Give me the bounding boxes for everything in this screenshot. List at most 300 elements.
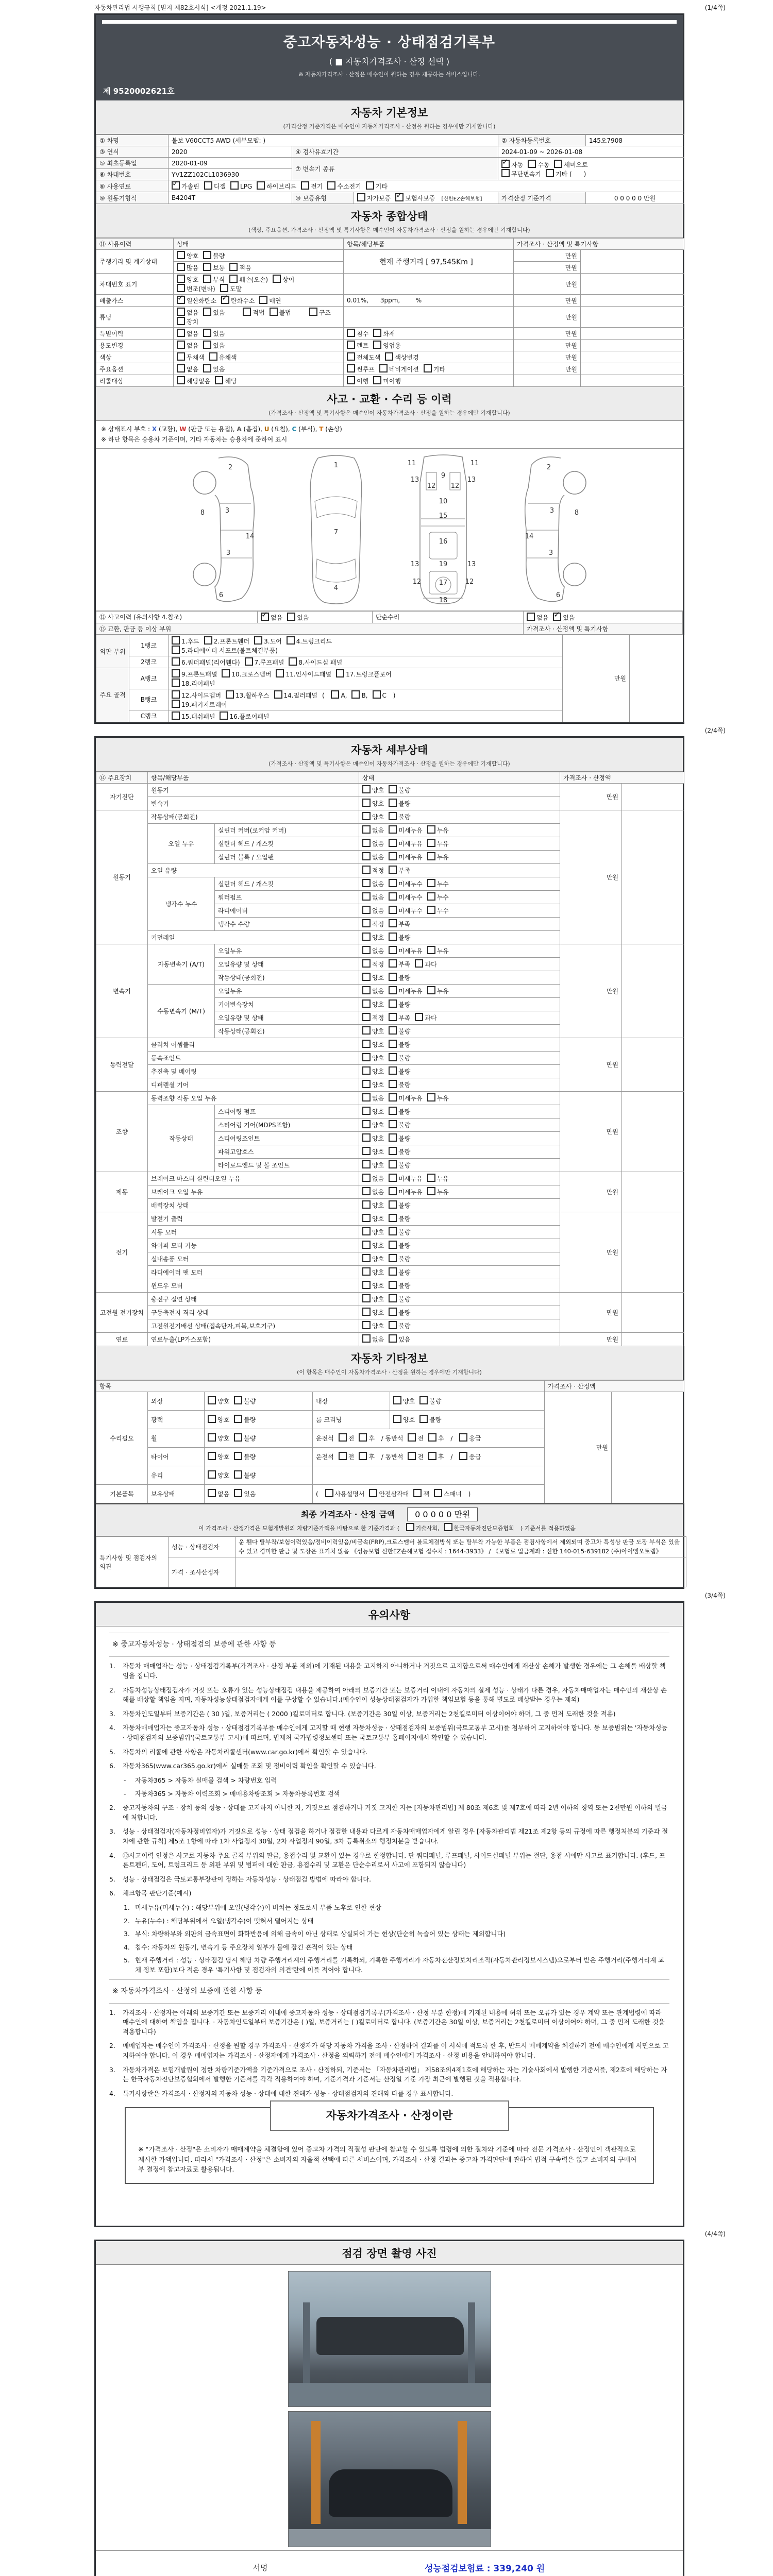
checkbox[interactable]: [204, 181, 212, 190]
checkbox[interactable]: [276, 669, 284, 677]
checkbox-checked[interactable]: [501, 160, 510, 168]
checkbox-option[interactable]: [351, 690, 367, 699]
checkbox[interactable]: [362, 1294, 371, 1302]
checkbox[interactable]: [362, 1241, 371, 1249]
checkbox[interactable]: [419, 1415, 428, 1423]
checkbox[interactable]: [415, 959, 423, 968]
checkbox[interactable]: [336, 669, 344, 677]
checkbox[interactable]: [362, 1174, 371, 1182]
checkbox-option[interactable]: [362, 825, 384, 835]
checkbox-option[interactable]: [362, 1187, 384, 1196]
checkbox-option[interactable]: [204, 636, 249, 646]
checkbox[interactable]: [389, 1120, 397, 1128]
checkbox-option[interactable]: [389, 812, 410, 821]
checkbox[interactable]: [366, 181, 374, 190]
checkbox-option[interactable]: [301, 181, 323, 191]
checkbox[interactable]: [362, 1200, 371, 1209]
checkbox[interactable]: [459, 1452, 467, 1460]
checkbox-option[interactable]: [177, 251, 198, 260]
checkbox[interactable]: [172, 646, 180, 654]
checkbox[interactable]: [362, 1254, 371, 1262]
checkbox-option[interactable]: [362, 1080, 384, 1089]
checkbox-option[interactable]: [389, 959, 410, 969]
checkbox-option[interactable]: [203, 329, 225, 338]
checkbox-option[interactable]: [554, 160, 587, 169]
checkbox-option[interactable]: [309, 308, 331, 317]
checkbox-option[interactable]: [428, 1433, 444, 1443]
checkbox-option[interactable]: [172, 636, 199, 646]
checkbox[interactable]: [327, 181, 335, 190]
checkbox-option[interactable]: [389, 879, 422, 888]
checkbox[interactable]: [177, 329, 185, 337]
checkbox-option[interactable]: [203, 308, 225, 317]
checkbox-option[interactable]: [389, 1013, 410, 1022]
checkbox-option[interactable]: [373, 329, 395, 338]
checkbox-option[interactable]: [389, 999, 410, 1009]
checkbox[interactable]: [362, 1227, 371, 1235]
checkbox-option[interactable]: [408, 1433, 424, 1443]
checkbox[interactable]: [177, 352, 185, 361]
checkbox[interactable]: [177, 263, 185, 271]
checkbox[interactable]: [389, 946, 397, 954]
checkbox-option[interactable]: [389, 1187, 422, 1196]
checkbox-option[interactable]: [362, 1053, 384, 1062]
checkbox-option[interactable]: [389, 866, 410, 875]
checkbox[interactable]: [226, 690, 234, 699]
checkbox-option[interactable]: [427, 879, 449, 888]
checkbox-option[interactable]: [389, 946, 422, 955]
checkbox-option[interactable]: [362, 879, 384, 888]
checkbox-option[interactable]: [234, 1470, 256, 1480]
checkbox-option[interactable]: [459, 1433, 481, 1443]
checkbox-option[interactable]: [362, 799, 384, 808]
checkbox-option[interactable]: [389, 1227, 410, 1236]
checkbox[interactable]: [359, 1452, 367, 1460]
checkbox-option[interactable]: [261, 613, 282, 622]
checkbox-option[interactable]: [362, 1107, 384, 1116]
checkbox[interactable]: [287, 613, 295, 621]
checkbox-option[interactable]: [415, 959, 436, 969]
checkbox-option[interactable]: [362, 1160, 384, 1170]
checkbox-option[interactable]: [243, 308, 264, 317]
checkbox-option[interactable]: [362, 1227, 384, 1236]
checkbox-option[interactable]: [393, 1415, 415, 1424]
checkbox-option[interactable]: [336, 669, 392, 679]
checkbox-option[interactable]: [362, 1321, 384, 1330]
checkbox-option[interactable]: [389, 1321, 410, 1330]
checkbox[interactable]: [389, 1133, 397, 1142]
checkbox-option[interactable]: [172, 690, 221, 700]
checkbox-option[interactable]: [362, 1174, 384, 1183]
checkbox-option[interactable]: [389, 839, 422, 848]
checkbox-option[interactable]: [427, 946, 449, 955]
checkbox[interactable]: [362, 999, 371, 1008]
checkbox-option[interactable]: [389, 1133, 410, 1143]
checkbox[interactable]: [208, 1470, 216, 1479]
checkbox[interactable]: [424, 364, 432, 372]
checkbox[interactable]: [339, 1433, 347, 1442]
checkbox[interactable]: [203, 341, 211, 349]
checkbox-option[interactable]: [434, 1489, 462, 1498]
checkbox-option[interactable]: [172, 669, 217, 679]
checkbox-option[interactable]: [527, 613, 548, 622]
checkbox[interactable]: [389, 919, 397, 927]
checkbox-option[interactable]: [427, 852, 449, 861]
checkbox-option[interactable]: [389, 825, 422, 835]
checkbox[interactable]: [362, 1120, 371, 1128]
checkbox[interactable]: [245, 657, 253, 666]
checkbox-option[interactable]: [362, 1200, 384, 1210]
checkbox-option[interactable]: [177, 308, 198, 317]
checkbox[interactable]: [362, 1107, 371, 1115]
checkbox-option[interactable]: [419, 1415, 441, 1424]
checkbox-option[interactable]: [362, 973, 384, 982]
checkbox-checked[interactable]: [221, 296, 229, 304]
checkbox[interactable]: [389, 1267, 397, 1276]
checkbox-option[interactable]: [259, 296, 281, 305]
checkbox[interactable]: [362, 1267, 371, 1276]
checkbox[interactable]: [389, 812, 397, 820]
checkbox[interactable]: [362, 866, 371, 874]
checkbox-option[interactable]: [389, 1174, 422, 1183]
checkbox-option[interactable]: [222, 669, 271, 679]
checkbox[interactable]: [362, 1214, 371, 1222]
checkbox[interactable]: [362, 1160, 371, 1168]
checkbox[interactable]: [428, 1452, 436, 1460]
checkbox-option[interactable]: [177, 352, 205, 362]
checkbox-option[interactable]: [177, 263, 198, 272]
checkbox-option[interactable]: [459, 1452, 481, 1461]
checkbox-option[interactable]: [339, 1452, 355, 1461]
checkbox-option[interactable]: [413, 1489, 429, 1498]
checkbox-option[interactable]: [389, 1214, 410, 1223]
checkbox[interactable]: [177, 275, 185, 283]
checkbox[interactable]: [389, 866, 397, 874]
checkbox[interactable]: [373, 329, 381, 337]
checkbox[interactable]: [389, 1013, 397, 1021]
checkbox-option[interactable]: [362, 1040, 384, 1049]
checkbox-option[interactable]: [362, 1026, 384, 1036]
checkbox-option[interactable]: [208, 1489, 229, 1498]
checkbox[interactable]: [389, 1066, 397, 1075]
checkbox[interactable]: [389, 1308, 397, 1316]
checkbox[interactable]: [362, 1147, 371, 1155]
checkbox-option[interactable]: [177, 364, 198, 374]
checkbox[interactable]: [222, 669, 230, 677]
checkbox-option[interactable]: [220, 711, 269, 721]
checkbox-option[interactable]: [208, 1470, 229, 1480]
checkbox[interactable]: [427, 946, 435, 954]
checkbox[interactable]: [177, 376, 185, 384]
checkbox[interactable]: [172, 679, 180, 687]
checkbox-option[interactable]: [208, 1396, 229, 1405]
checkbox-option[interactable]: [362, 1120, 384, 1129]
checkbox[interactable]: [220, 711, 228, 720]
checkbox[interactable]: [415, 1013, 423, 1021]
checkbox-option[interactable]: [389, 1160, 410, 1170]
checkbox-option[interactable]: [362, 986, 384, 995]
checkbox[interactable]: [362, 1093, 371, 1101]
checkbox[interactable]: [427, 986, 435, 994]
checkbox-option[interactable]: [419, 1396, 441, 1405]
checkbox-option[interactable]: [362, 812, 384, 821]
checkbox[interactable]: [215, 376, 223, 384]
checkbox-option[interactable]: [287, 636, 332, 646]
checkbox[interactable]: [528, 160, 536, 168]
checkbox-option[interactable]: [245, 657, 284, 667]
checkbox[interactable]: [209, 352, 217, 361]
checkbox[interactable]: [444, 1523, 452, 1531]
checkbox-option[interactable]: [208, 1415, 229, 1424]
checkbox-option[interactable]: [257, 181, 296, 191]
checkbox[interactable]: [427, 1093, 435, 1101]
checkbox[interactable]: [389, 1214, 397, 1222]
checkbox-option[interactable]: [221, 296, 255, 305]
checkbox[interactable]: [389, 1281, 397, 1289]
checkbox[interactable]: [389, 1053, 397, 1061]
checkbox-option[interactable]: [203, 263, 225, 272]
checkbox-option[interactable]: [327, 181, 361, 191]
checkbox-option[interactable]: [362, 785, 384, 794]
checkbox[interactable]: [389, 1026, 397, 1035]
checkbox[interactable]: [177, 251, 185, 259]
checkbox-option[interactable]: [362, 1308, 384, 1317]
checkbox[interactable]: [546, 169, 554, 177]
checkbox[interactable]: [393, 1396, 401, 1404]
checkbox-option[interactable]: [393, 1396, 415, 1405]
checkbox-option[interactable]: [362, 852, 384, 861]
checkbox[interactable]: [229, 263, 238, 271]
checkbox-checked[interactable]: [172, 181, 180, 190]
checkbox[interactable]: [230, 181, 239, 190]
checkbox[interactable]: [389, 852, 397, 860]
checkbox-option[interactable]: [274, 690, 317, 700]
checkbox[interactable]: [347, 341, 355, 349]
checkbox-option[interactable]: [208, 1433, 229, 1443]
checkbox[interactable]: [273, 275, 281, 283]
checkbox-option[interactable]: [215, 376, 237, 385]
checkbox-option[interactable]: [362, 839, 384, 848]
checkbox[interactable]: [362, 1308, 371, 1316]
checkbox-option[interactable]: [389, 1120, 410, 1129]
checkbox-option[interactable]: [172, 711, 215, 721]
checkbox-option[interactable]: [359, 1433, 375, 1443]
checkbox[interactable]: [362, 986, 371, 994]
checkbox-option[interactable]: [234, 1452, 256, 1461]
checkbox[interactable]: [362, 946, 371, 954]
checkbox[interactable]: [408, 1452, 416, 1460]
checkbox-option[interactable]: [203, 251, 225, 260]
checkbox-option[interactable]: [172, 657, 240, 667]
checkbox[interactable]: [229, 275, 238, 283]
checkbox[interactable]: [177, 317, 185, 325]
checkbox-option[interactable]: [362, 906, 384, 915]
checkbox[interactable]: [234, 1433, 242, 1442]
checkbox[interactable]: [501, 169, 510, 177]
checkbox-option[interactable]: [209, 352, 237, 362]
checkbox[interactable]: [389, 1080, 397, 1088]
checkbox[interactable]: [339, 1452, 347, 1460]
checkbox[interactable]: [331, 690, 339, 699]
checkbox[interactable]: [389, 1174, 397, 1182]
checkbox[interactable]: [389, 1254, 397, 1262]
checkbox[interactable]: [172, 669, 180, 677]
checkbox-option[interactable]: [208, 1452, 229, 1461]
checkbox-option[interactable]: [389, 1053, 410, 1062]
checkbox[interactable]: [389, 839, 397, 847]
checkbox-option[interactable]: [427, 1174, 449, 1183]
checkbox[interactable]: [357, 193, 365, 201]
checkbox[interactable]: [362, 812, 371, 820]
checkbox[interactable]: [234, 1396, 242, 1404]
checkbox-option[interactable]: [389, 1080, 410, 1089]
checkbox[interactable]: [362, 959, 371, 968]
checkbox[interactable]: [172, 636, 180, 645]
checkbox[interactable]: [325, 1489, 333, 1497]
checkbox[interactable]: [389, 1093, 397, 1101]
checkbox[interactable]: [203, 251, 211, 259]
checkbox[interactable]: [347, 364, 355, 372]
checkbox-option[interactable]: [389, 973, 410, 982]
checkbox-checked[interactable]: [261, 613, 269, 621]
checkbox-option[interactable]: [203, 341, 225, 350]
checkbox[interactable]: [208, 1396, 216, 1404]
checkbox-option[interactable]: [362, 1241, 384, 1250]
checkbox-option[interactable]: [389, 1308, 410, 1317]
checkbox-option[interactable]: [177, 296, 216, 305]
checkbox-option[interactable]: [347, 352, 380, 362]
checkbox-option[interactable]: [389, 852, 422, 861]
checkbox-option[interactable]: [347, 341, 368, 350]
checkbox[interactable]: [389, 986, 397, 994]
checkbox[interactable]: [427, 825, 435, 834]
checkbox-option[interactable]: [427, 825, 449, 835]
checkbox[interactable]: [389, 1200, 397, 1209]
checkbox-option[interactable]: [373, 376, 401, 385]
checkbox[interactable]: [208, 1415, 216, 1423]
checkbox-option[interactable]: [362, 1066, 384, 1076]
checkbox[interactable]: [362, 1053, 371, 1061]
checkbox[interactable]: [373, 341, 381, 349]
checkbox-option[interactable]: [362, 1334, 384, 1344]
checkbox-option[interactable]: [172, 700, 227, 709]
checkbox[interactable]: [172, 657, 180, 666]
checkbox-option[interactable]: [357, 193, 391, 202]
checkbox[interactable]: [362, 906, 371, 914]
checkbox-option[interactable]: [427, 906, 449, 915]
checkbox-option[interactable]: [389, 785, 410, 794]
checkbox[interactable]: [385, 352, 393, 361]
checkbox-option[interactable]: [395, 193, 435, 202]
checkbox-option[interactable]: [229, 263, 251, 272]
checkbox[interactable]: [203, 263, 211, 271]
checkbox-option[interactable]: [385, 352, 418, 362]
checkbox-option[interactable]: [362, 1294, 384, 1303]
checkbox-option[interactable]: [234, 1396, 256, 1405]
checkbox[interactable]: [351, 690, 360, 699]
checkbox[interactable]: [208, 1489, 216, 1497]
checkbox-option[interactable]: [226, 690, 269, 700]
checkbox[interactable]: [389, 1107, 397, 1115]
checkbox[interactable]: [274, 690, 282, 699]
checkbox-option[interactable]: [203, 364, 225, 374]
checkbox-option[interactable]: [369, 1489, 409, 1498]
checkbox-option[interactable]: [362, 919, 384, 928]
checkbox-option[interactable]: [366, 181, 388, 191]
checkbox[interactable]: [389, 933, 397, 941]
checkbox-option[interactable]: [270, 308, 291, 317]
checkbox[interactable]: [362, 1187, 371, 1195]
checkbox[interactable]: [389, 1160, 397, 1168]
checkbox-option[interactable]: [347, 364, 375, 374]
checkbox[interactable]: [234, 1470, 242, 1479]
checkbox-option[interactable]: [172, 181, 199, 191]
checkbox[interactable]: [393, 1415, 401, 1423]
checkbox[interactable]: [362, 839, 371, 847]
checkbox[interactable]: [427, 1174, 435, 1182]
checkbox-option[interactable]: [177, 317, 198, 326]
checkbox[interactable]: [177, 364, 185, 372]
checkbox-option[interactable]: [234, 1433, 256, 1443]
checkbox-option[interactable]: [177, 284, 215, 293]
checkbox[interactable]: [369, 1489, 377, 1497]
checkbox-option[interactable]: [254, 636, 282, 646]
checkbox[interactable]: [243, 308, 251, 316]
checkbox[interactable]: [427, 839, 435, 847]
checkbox[interactable]: [287, 636, 295, 645]
checkbox[interactable]: [362, 879, 371, 887]
checkbox[interactable]: [234, 1489, 242, 1497]
checkbox-option[interactable]: [379, 364, 419, 374]
checkbox[interactable]: [389, 892, 397, 901]
checkbox[interactable]: [270, 308, 278, 316]
checkbox-option[interactable]: [427, 839, 449, 848]
checkbox-option[interactable]: [220, 284, 242, 293]
checkbox[interactable]: [389, 1187, 397, 1195]
checkbox[interactable]: [172, 690, 180, 699]
checkbox-option[interactable]: [347, 329, 368, 338]
checkbox[interactable]: [362, 825, 371, 834]
checkbox-option[interactable]: [177, 376, 210, 385]
checkbox[interactable]: [389, 785, 397, 793]
checkbox[interactable]: [389, 1040, 397, 1048]
checkbox[interactable]: [208, 1452, 216, 1460]
checkbox[interactable]: [427, 852, 435, 860]
checkbox[interactable]: [362, 1040, 371, 1048]
checkbox-option[interactable]: [273, 275, 294, 284]
checkbox[interactable]: [389, 825, 397, 834]
checkbox-option[interactable]: [389, 986, 422, 995]
checkbox-option[interactable]: [389, 1334, 410, 1344]
checkbox[interactable]: [362, 785, 371, 793]
checkbox-option[interactable]: [389, 1281, 410, 1290]
checkbox[interactable]: [413, 1489, 422, 1497]
checkbox[interactable]: [362, 933, 371, 941]
checkbox-option[interactable]: [389, 919, 410, 928]
checkbox[interactable]: [289, 657, 297, 666]
checkbox-checked[interactable]: [177, 296, 185, 304]
checkbox-option[interactable]: [362, 1133, 384, 1143]
checkbox-option[interactable]: [501, 160, 523, 169]
checkbox-option[interactable]: [203, 275, 225, 284]
checkbox[interactable]: [389, 1321, 397, 1329]
checkbox[interactable]: [389, 973, 397, 981]
checkbox[interactable]: [203, 364, 211, 372]
checkbox-option[interactable]: [389, 1267, 410, 1277]
checkbox-option[interactable]: [427, 1187, 449, 1196]
checkbox-option[interactable]: [528, 160, 549, 169]
checkbox-option[interactable]: [444, 1523, 514, 1532]
